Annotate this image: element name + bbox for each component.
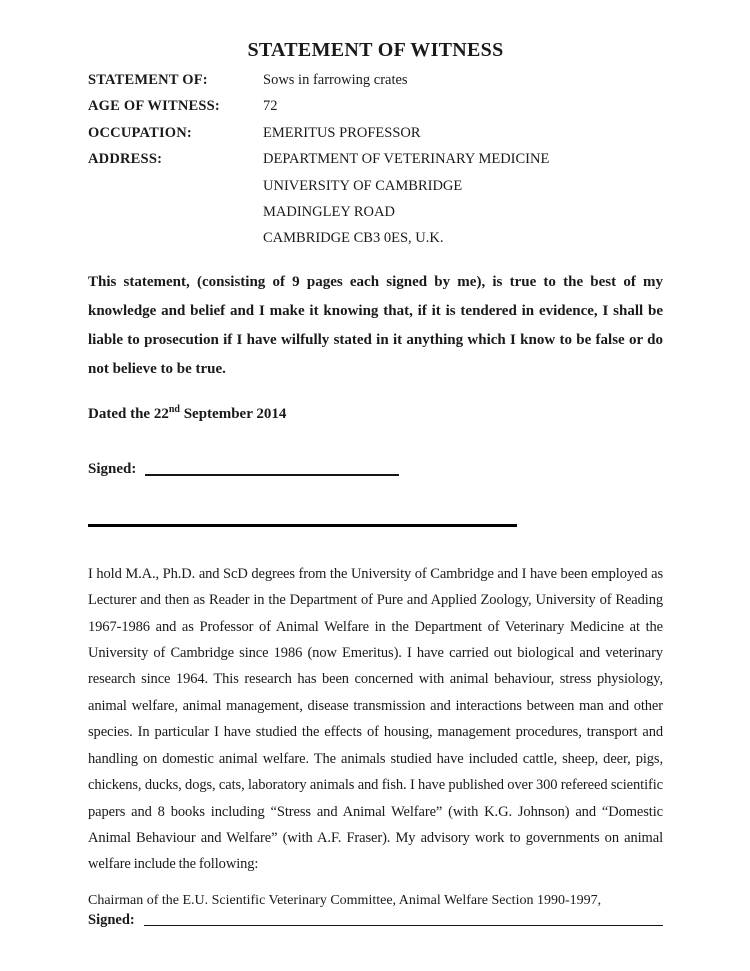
meta-value: Sows in farrowing crates bbox=[263, 72, 408, 88]
address-line: DEPARTMENT OF VETERINARY MEDICINE bbox=[263, 151, 550, 168]
dated-ordinal-superscript: nd bbox=[168, 403, 180, 415]
signed-label: Signed: bbox=[88, 912, 135, 929]
signature-block-bottom bbox=[88, 911, 663, 929]
address-line: MADINGLEY ROAD bbox=[263, 204, 395, 221]
meta-label: OCCUPATION: bbox=[88, 124, 192, 141]
meta-label: STATEMENT OF: bbox=[88, 72, 208, 88]
document-title: STATEMENT OF WITNESS bbox=[247, 39, 504, 61]
dated-line bbox=[88, 399, 663, 425]
signature-line bbox=[144, 925, 663, 926]
signature-line bbox=[145, 474, 399, 476]
biography-paragraph: I hold M.A., Ph.D. and ScD degrees from the University of Cambridge and I have been employed as Lecturer and then as Reader in the Department of Pure and Applied Zoology, University of Reading 1967-1986 and as Professor of Animal Welfare in the Department of Veterinary Medicine at the University of Cambridge since 1986 (now Emeritus). I have carried out biological and veterinary research since 1964. This research has been concerned with animal behaviour, stress physiology, animal welfare, animal management, disease transmission and interactions between man and other species. In particular I have studied the effects of housing, management procedures, transport and handling on domestic animal welfare. The animals studied have included cattle, sheep, deer, pigs, chickens, ducks, dogs, cats, laboratory animals and fish. I have published over 300 refereed scientific papers and 8 books including “Stress and Animal Welfare” (with K.G. Johnson) and “Domestic Animal Behaviour and Welfare” (with A.F. Fraser). My advisory work to governments on animal welfare include the following: bbox=[88, 565, 663, 873]
meta-label: ADDRESS: bbox=[88, 151, 163, 168]
meta-value-address bbox=[263, 146, 549, 252]
signed-label: Signed: bbox=[88, 460, 137, 477]
meta-row-age bbox=[88, 93, 663, 119]
declaration-paragraph: This statement, (consisting of 9 pages each signed by me), is true to the best of my knowledge and belief and I make it knowing that, if it is tendered in evidence, I shall be liable to prosecution if I have wilfully stated in it anything which I know to be false or do not believe to be true. bbox=[88, 273, 663, 377]
meta-value: EMERITUS PROFESSOR bbox=[263, 124, 421, 141]
dated-suffix: September 2014 bbox=[179, 405, 287, 422]
address-line: UNIVERSITY OF CAMBRIDGE bbox=[263, 177, 463, 194]
meta-block bbox=[88, 67, 663, 252]
divider-line bbox=[88, 524, 517, 527]
address-line: CAMBRIDGE CB3 0ES, U.K. bbox=[263, 230, 444, 247]
advisory-item-line: Chairman of the E.U. Scientific Veterinary Committee, Animal Welfare Section 1990-1997, bbox=[88, 893, 602, 909]
meta-row-occupation bbox=[88, 120, 663, 146]
meta-value: 72 bbox=[263, 98, 278, 115]
dated-prefix: Dated the 22 bbox=[88, 405, 169, 422]
meta-label: AGE OF WITNESS: bbox=[88, 98, 220, 115]
meta-row-address bbox=[88, 146, 663, 252]
meta-row-statement-of bbox=[88, 67, 663, 93]
signature-block-top bbox=[88, 459, 663, 479]
